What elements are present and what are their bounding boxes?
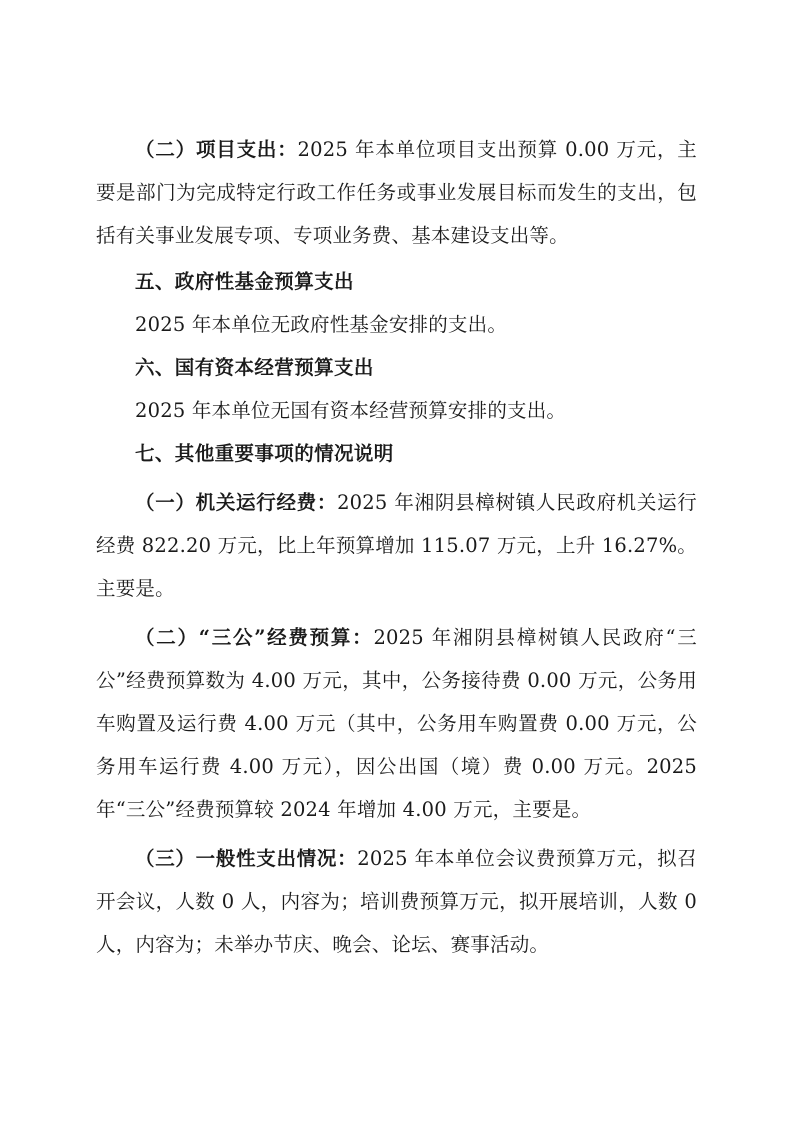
paragraph-state-capital-body: 2025 年本单位无国有资本经营预算安排的支出。: [135, 399, 567, 422]
paragraph-text-project-expenditure: 2025 年本单位项目支出预算 0.00 万元，主要是部门为完成特定行政工作任务或事业发展目标而发生的支出，包括有关事业发展专项、专项业务费、基本建设支出等。: [96, 138, 698, 247]
paragraph-text-three-public-funds: 2025 年湘阴县樟树镇人民政府“三公”经费预算数为 4.00 万元，其中，公务接待费 0.00 万元，公务用车购置及运行费 4.00 万元（其中，公务用车购置费 0.00 万元，公务用车运行费 4.00 万元），因公出国（境）费 0.00 万元。2025 年“三公”经费预算较 2024 年增加 4.00 万元，主要是。: [96, 626, 697, 821]
paragraph-general-expenditure: [96, 837, 697, 966]
paragraph-three-public-funds: [96, 616, 697, 831]
paragraph-lead-general-expenditure: （三）一般性支出情况：: [135, 847, 358, 870]
paragraph-project-expenditure: [96, 128, 697, 257]
paragraph-text-general-expenditure: 2025 年本单位会议费预算万元，拟召开会议，人数 0 人，内容为；培训费预算万元，拟开展培训，人数 0 人，内容为；未举办节庆、晚会、论坛、赛事活动。: [96, 847, 698, 956]
paragraph-lead-three-public-funds: （二）“三公”经费预算：: [135, 626, 374, 649]
heading-section-five: 五、政府性基金预算支出: [135, 270, 354, 293]
paragraph-gov-fund-body: 2025 年本单位无政府性基金安排的支出。: [135, 313, 508, 336]
paragraph-text-operating-funds: 2025 年湘阴县樟树镇人民政府机关运行经费 822.20 万元，比上年预算增加 115.07 万元，上升 16.27%。主要是。: [96, 491, 698, 600]
heading-section-seven: 七、其他重要事项的情况说明: [135, 442, 394, 465]
paragraph-lead-operating-funds: （一）机关运行经费：: [135, 491, 338, 514]
paragraph-operating-funds: [96, 481, 697, 610]
paragraph-lead-project-expenditure: （二）项目支出：: [135, 138, 298, 161]
document-body: [96, 128, 697, 966]
heading-section-six: 六、国有资本经营预算支出: [135, 356, 374, 379]
